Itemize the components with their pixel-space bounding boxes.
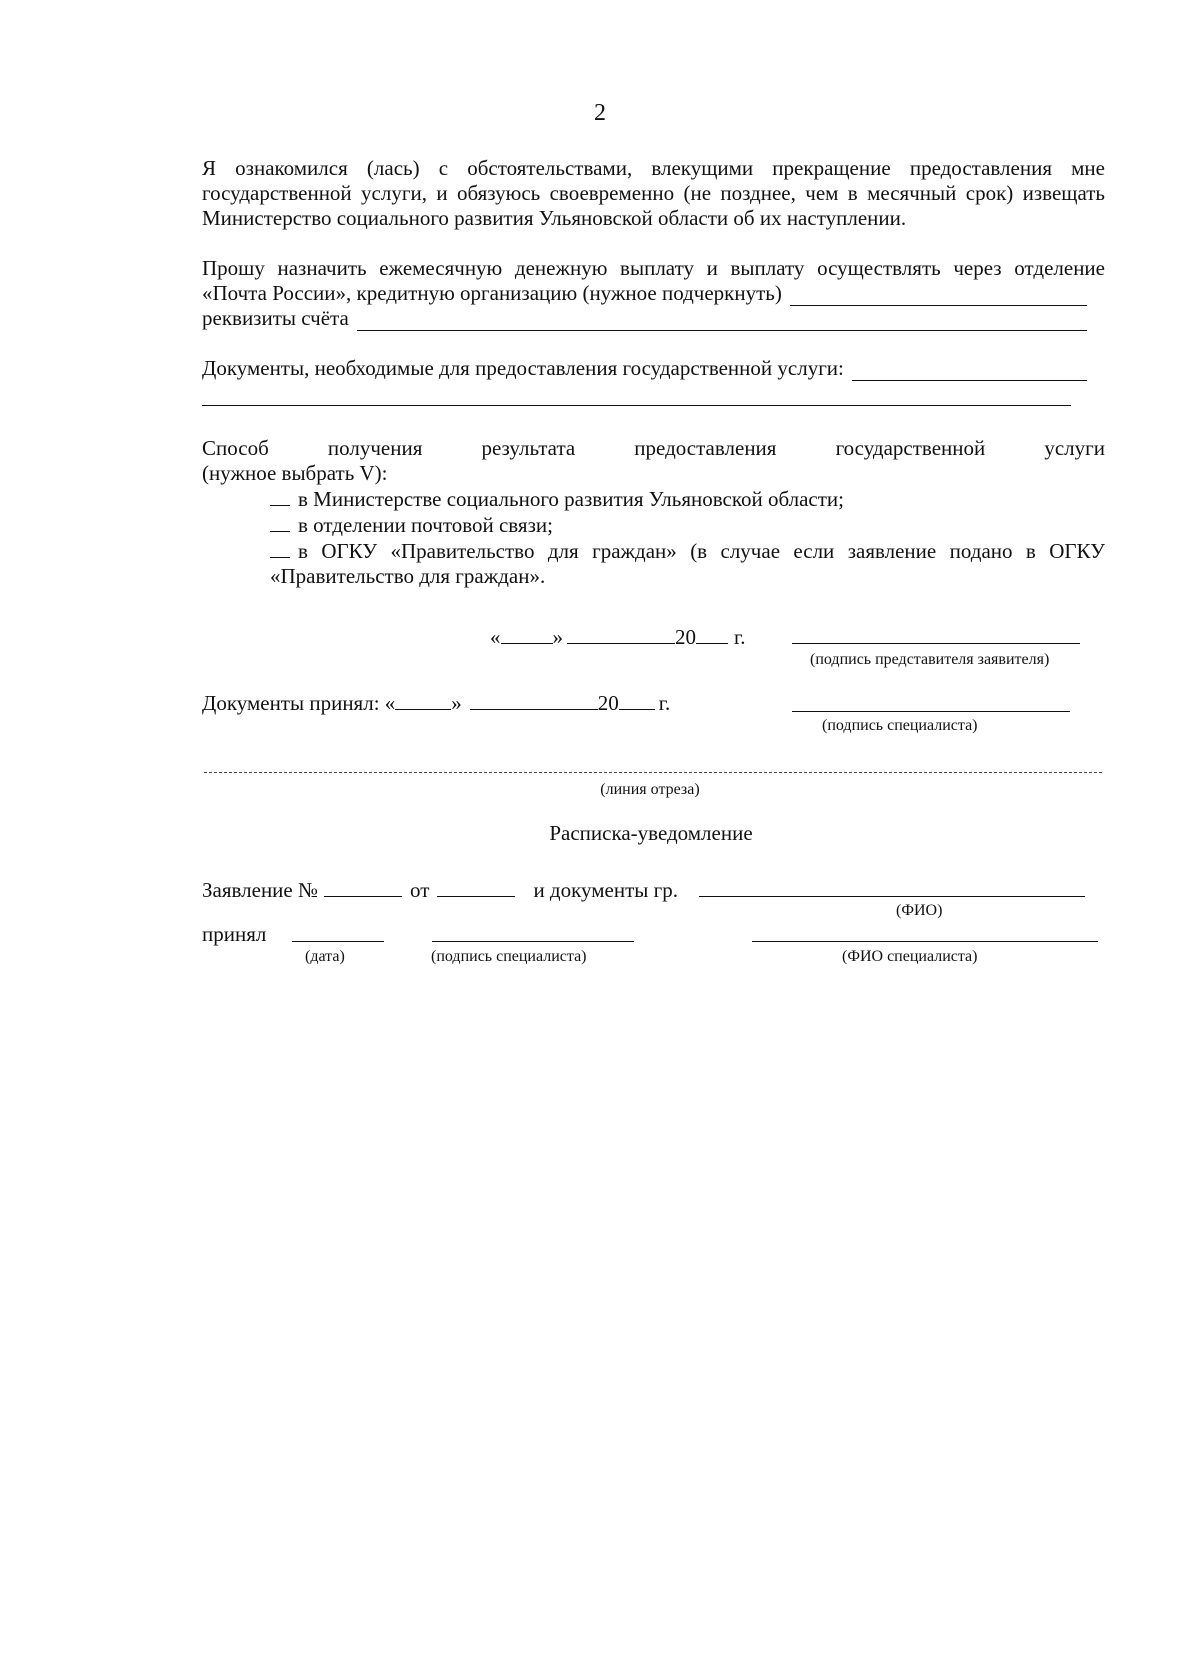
receipt-application-line: Заявление № от и документы гр. [202, 878, 678, 902]
signature-caption: (подпись специалиста) [431, 948, 587, 965]
date-line-applicant: « » 20 г. [490, 625, 746, 649]
payment-method-text: «Почта России», кредитную организацию (нужное подчеркнуть) [202, 281, 782, 305]
result-method-block [202, 436, 1105, 589]
applicant-signature-caption: (подпись представителя заявителя) [810, 651, 1050, 668]
applicant-fio-line[interactable] [699, 896, 1085, 897]
day-field[interactable] [501, 624, 553, 644]
option-ministry-mark[interactable] [270, 486, 290, 506]
month-field[interactable] [567, 624, 675, 644]
acknowledgement-paragraph: Я ознакомился (лась) с обстоятельствами, влекущими прекращение предоставления мне государственной услуги, и обязуюсь своевременно (не позднее, чем в месячный срок) извещать Министерство социального развития Ульяновской области об их наступлении. [202, 156, 1105, 230]
option-post-office-mark[interactable] [270, 512, 290, 532]
documents-accepted-line: Документы принял: « » 20 г. [202, 691, 671, 715]
option-ogku[interactable]: в ОГКУ «Правительство для граждан» (в случае если заявление подано в ОГКУ «Правительство для граждан». [270, 539, 1105, 588]
documents-row [202, 356, 1105, 381]
account-details-row [202, 306, 1105, 331]
option-post-office[interactable]: в отделении почтовой связи; [270, 512, 1105, 538]
accepted-year-field[interactable] [619, 690, 655, 710]
option-ministry[interactable]: в Министерстве социального развития Ульяновской области; [270, 486, 1105, 512]
specialist-signature-line[interactable] [792, 711, 1070, 712]
accepted-month-field[interactable] [470, 690, 598, 710]
cut-line-caption: (линия отреза) [600, 781, 700, 798]
page-number: 2 [594, 100, 606, 126]
documents-field-2[interactable] [202, 386, 1071, 406]
receipt-date-line[interactable] [292, 941, 384, 942]
fio-specialist-caption: (ФИО специалиста) [842, 948, 978, 965]
documents-row-2 [202, 381, 1105, 406]
result-method-line-1: Способ получения результата предоставления государственной услуги [202, 436, 1105, 460]
accepted-day-field[interactable] [395, 690, 451, 710]
application-number-field[interactable] [324, 877, 402, 897]
payment-method-field[interactable] [790, 286, 1087, 306]
form-body [202, 156, 1105, 589]
result-method-line-2: (нужное выбрать V): [202, 461, 388, 485]
application-date-field[interactable] [437, 877, 515, 897]
cut-line [204, 772, 1102, 773]
date-caption: (дата) [305, 948, 345, 965]
receipt-signature-line[interactable] [432, 941, 634, 942]
result-method-options [270, 486, 1105, 589]
account-details-field[interactable] [357, 311, 1087, 331]
year-field[interactable] [696, 624, 728, 644]
payment-request-block [202, 256, 1105, 331]
account-details-label: реквизиты счёта [202, 306, 349, 330]
documents-field[interactable] [852, 361, 1087, 381]
payment-request-line-1: Прошу назначить ежемесячную денежную выплату и выплату осуществлять через отделение [202, 256, 1105, 280]
option-ogku-mark[interactable] [270, 538, 290, 558]
receipt-accepted-label: принял [202, 922, 267, 946]
receipt-title: Расписка-уведомление [549, 821, 753, 845]
payment-request-line-2 [202, 281, 1105, 306]
documents-label: Документы, необходимые для предоставления государственной услуги: [202, 356, 844, 380]
fio-caption: (ФИО) [896, 902, 943, 919]
receipt-fio-specialist-line[interactable] [752, 941, 1098, 942]
documents-block [202, 356, 1105, 406]
specialist-signature-caption: (подпись специалиста) [822, 717, 978, 734]
applicant-signature-line[interactable] [792, 643, 1080, 644]
